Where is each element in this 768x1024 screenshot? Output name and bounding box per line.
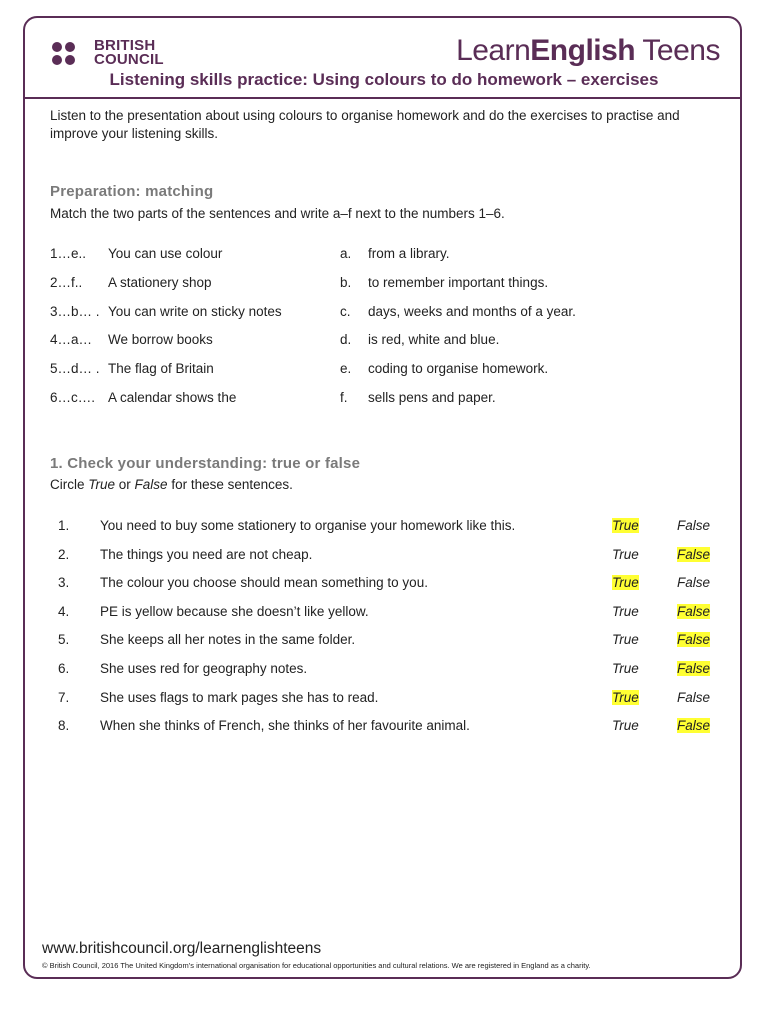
false-option-selected[interactable]: False — [677, 603, 711, 619]
question-text: The colour you choose should mean something to you. — [100, 575, 428, 591]
matching-row — [50, 246, 670, 264]
matching-left-part: You can write on sticky notes — [108, 303, 282, 319]
question-number: 3. — [58, 575, 70, 591]
matching-right-part: coding to organise homework. — [368, 361, 549, 377]
matching-number: 3…b… . — [50, 303, 100, 319]
true-option[interactable]: True — [612, 546, 639, 562]
true-false-row — [58, 547, 718, 565]
matching-number: 1…e.. — [50, 246, 87, 261]
true-false-row — [58, 575, 718, 593]
preparation-heading: Preparation: matching — [50, 183, 214, 200]
false-option-selected[interactable]: False — [677, 718, 711, 734]
page-title: Listening skills practice: Using colours to do homework – exercises — [109, 70, 659, 89]
matching-letter: e. — [340, 361, 352, 377]
false-option[interactable]: False — [677, 689, 711, 705]
footer-url[interactable]: www.britishcouncil.org/learnenglishteens — [42, 940, 322, 957]
matching-right-part: is red, white and blue. — [368, 332, 500, 348]
false-option-selected[interactable]: False — [677, 661, 711, 676]
page-border — [23, 16, 742, 979]
true-false-row — [58, 718, 718, 736]
true-option[interactable]: True — [612, 718, 639, 734]
false-option[interactable]: False — [677, 518, 711, 533]
false-option-selected[interactable]: False — [677, 546, 711, 562]
true-option[interactable]: True — [612, 632, 639, 648]
matching-left-part: A calendar shows the — [108, 390, 237, 405]
question-number: 2. — [58, 546, 70, 562]
question-number: 8. — [58, 718, 70, 734]
true-option-selected[interactable]: True — [612, 689, 639, 705]
false-option[interactable]: False — [677, 575, 711, 591]
question-number: 5. — [58, 632, 70, 648]
question-number: 4. — [58, 603, 70, 619]
footer-copyright: © British Council, 2016 The United Kingdom’s international organisation for educational opportunities and cultural relations. We are registered in England as a charity. — [42, 961, 591, 970]
true-false-instruction: Circle True or False for these sentences. — [50, 477, 293, 492]
matching-right-part: days, weeks and months of a year. — [368, 303, 576, 319]
matching-number: 6…c…. — [50, 390, 96, 405]
preparation-instruction: Match the two parts of the sentences and write a–f next to the numbers 1–6. — [50, 206, 505, 221]
true-false-heading: 1. Check your understanding: true or false — [50, 455, 361, 472]
matching-right-part: from a library. — [368, 246, 450, 261]
true-option[interactable]: True — [612, 661, 639, 676]
question-text: She uses flags to mark pages she has to read. — [100, 689, 379, 705]
matching-letter: a. — [340, 246, 352, 261]
matching-left-part: A stationery shop — [108, 274, 212, 290]
bc-logo-line1: BRITISH — [94, 37, 156, 54]
matching-number: 5…d… . — [50, 361, 100, 377]
matching-number: 2…f.. — [50, 274, 83, 290]
question-text: PE is yellow because she doesn’t like yellow. — [100, 603, 369, 619]
true-option-selected[interactable]: True — [612, 518, 639, 533]
matching-row — [50, 304, 670, 322]
question-number: 6. — [58, 661, 70, 676]
matching-row — [50, 275, 670, 293]
matching-left-part: You can use colour — [108, 246, 223, 261]
matching-number: 4…a… — [50, 332, 93, 348]
true-false-row — [58, 661, 718, 679]
true-false-row — [58, 632, 718, 650]
matching-left-part: The flag of Britain — [108, 361, 214, 377]
matching-row — [50, 361, 670, 379]
question-text: When she thinks of French, she thinks of her favourite animal. — [100, 718, 470, 734]
matching-letter: c. — [340, 303, 351, 319]
british-council-dots-icon — [52, 42, 88, 65]
learnenglish-teens-logo: LearnEnglish Teens — [456, 34, 720, 67]
matching-row — [50, 390, 670, 408]
header-divider — [23, 97, 742, 99]
question-text: She uses red for geography notes. — [100, 661, 308, 676]
true-option-selected[interactable]: True — [612, 575, 639, 591]
matching-letter: b. — [340, 274, 352, 290]
true-false-row — [58, 604, 718, 622]
matching-right-part: sells pens and paper. — [368, 390, 496, 405]
question-text: The things you need are not cheap. — [100, 546, 313, 562]
question-number: 1. — [58, 518, 70, 533]
true-false-row — [58, 690, 718, 708]
matching-letter: f. — [340, 390, 348, 405]
matching-left-part: We borrow books — [108, 332, 213, 348]
true-option[interactable]: True — [612, 603, 639, 619]
intro-text: Listen to the presentation about using colours to organise homework and do the exercises to practise and improve your listening skills. — [50, 108, 680, 141]
question-text: You need to buy some stationery to organise your homework like this. — [100, 518, 516, 533]
question-text: She keeps all her notes in the same folder. — [100, 632, 356, 648]
matching-right-part: to remember important things. — [368, 274, 549, 290]
question-number: 7. — [58, 689, 70, 705]
british-council-logo — [52, 39, 164, 67]
bc-logo-line2: COUNCIL — [94, 51, 164, 68]
matching-letter: d. — [340, 332, 352, 348]
true-false-row — [58, 518, 718, 536]
matching-row — [50, 332, 670, 350]
false-option-selected[interactable]: False — [677, 632, 711, 648]
